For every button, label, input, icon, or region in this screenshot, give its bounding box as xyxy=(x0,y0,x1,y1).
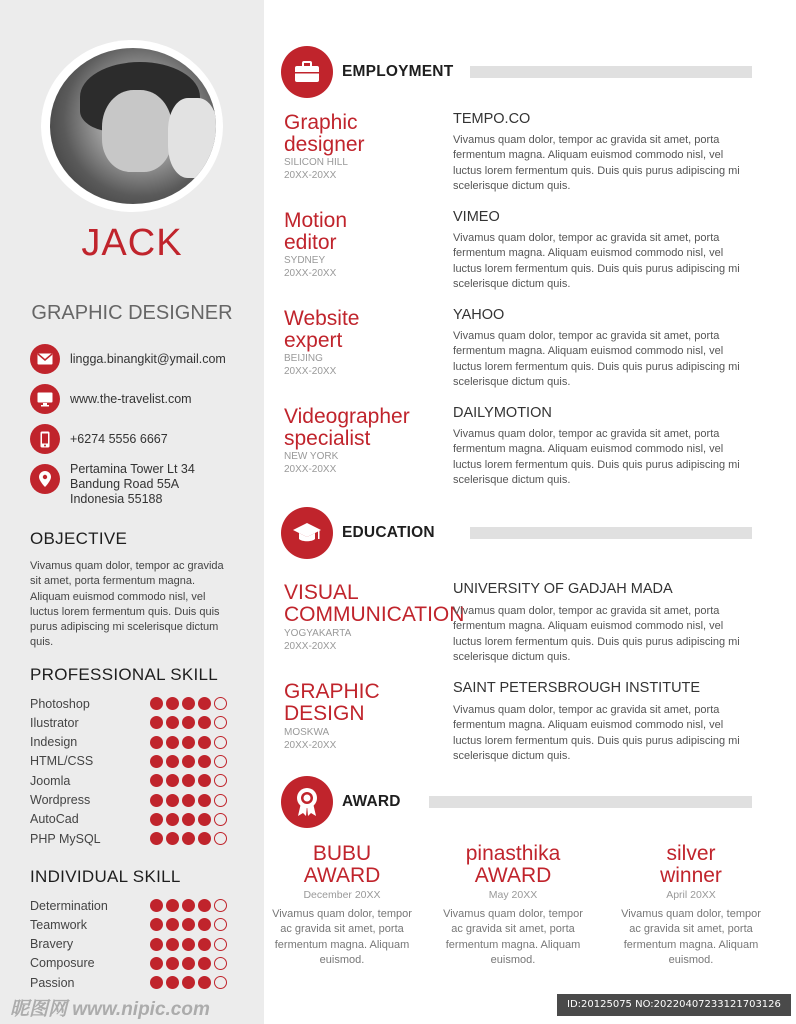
monitor-icon xyxy=(30,384,60,414)
rating-dot-filled xyxy=(150,957,163,970)
skill-label: Wordpress xyxy=(30,793,91,807)
rating-dot-filled xyxy=(150,832,163,845)
rating-dot-filled xyxy=(166,794,179,807)
rating-dot-filled xyxy=(198,755,211,768)
job-description: Vivamus quam dolor, tempor ac gravida sit amet, porta fermentum magna. Aliquam euismod commodo nisl, vel luctus lorem fermentum quis. Duis quis purus adipiscing mi scelerisque dictum quis. xyxy=(453,232,740,290)
skill-rating xyxy=(150,957,227,970)
skill-rating xyxy=(150,794,227,807)
rating-dot-filled xyxy=(150,813,163,826)
award-item xyxy=(621,843,761,968)
professional-skill-heading: PROFESSIONAL SKILL xyxy=(30,665,219,684)
rating-dot-filled xyxy=(198,938,211,951)
address-line: Bandung Road 55A xyxy=(70,477,180,491)
rating-dot-filled xyxy=(182,736,195,749)
rating-dot-filled xyxy=(198,736,211,749)
rating-dot-empty xyxy=(214,813,227,826)
company-name: DAILYMOTION xyxy=(453,405,552,421)
rating-dot-empty xyxy=(214,938,227,951)
rating-dot-filled xyxy=(166,832,179,845)
skill-rating xyxy=(150,774,227,787)
skill-label: Passion xyxy=(30,975,75,990)
skill-row xyxy=(30,713,245,732)
award-date: April 20XX xyxy=(666,889,716,901)
rating-dot-filled xyxy=(182,774,195,787)
skill-row xyxy=(30,829,245,848)
skill-label: Bravery xyxy=(30,937,74,952)
contact-address-text xyxy=(70,462,195,507)
company-name: TEMPO.CO xyxy=(453,111,531,127)
skill-label: Ilustrator xyxy=(30,715,79,730)
contact-website-text: www.the-travelist.com xyxy=(70,391,192,406)
job-description: Vivamus quam dolor, tempor ac gravida sit amet, porta fermentum magna. Aliquam euismod commodo nisl, vel luctus lorem fermentum quis. Duis quis purus adipiscing mi scelerisque dictum quis. xyxy=(453,134,740,192)
section-divider xyxy=(429,796,752,808)
briefcase-icon xyxy=(281,46,333,98)
skill-row xyxy=(30,771,245,790)
rating-dot-filled xyxy=(166,976,179,989)
address-line: Pertamina Tower Lt 34 xyxy=(70,462,195,476)
rating-dot-filled xyxy=(150,736,163,749)
job-meta: BEIJING 20XX-20XX xyxy=(284,353,337,377)
skill-rating xyxy=(150,716,227,729)
job-meta: NEW YORK 20XX-20XX xyxy=(284,451,339,475)
job-description: Vivamus quam dolor, tempor ac gravida sit amet, porta fermentum magna. Aliquam euismod commodo nisl, vel luctus lorem fermentum quis. Duis quis purus adipiscing mi scelerisque dictum quis. xyxy=(453,428,740,486)
rating-dot-filled xyxy=(166,899,179,912)
phone-icon xyxy=(30,424,60,454)
rating-dot-filled xyxy=(198,976,211,989)
rating-dot-filled xyxy=(166,957,179,970)
skill-rating xyxy=(150,938,227,951)
job-meta: SYDNEY 20XX-20XX xyxy=(284,255,337,279)
school-name: UNIVERSITY OF GADJAH MADA xyxy=(453,581,673,597)
job-title: Motion editor xyxy=(284,209,348,254)
education-title: VISUAL COMMUNICATION xyxy=(284,581,465,626)
rating-dot-filled xyxy=(166,697,179,710)
email-icon xyxy=(30,344,60,374)
rating-dot-empty xyxy=(214,736,227,749)
skill-row xyxy=(30,896,245,915)
rating-dot-empty xyxy=(214,755,227,768)
rating-dot-filled xyxy=(182,755,195,768)
rating-dot-empty xyxy=(214,716,227,729)
employment-heading: EMPLOYMENT xyxy=(342,63,454,80)
rating-dot-filled xyxy=(198,918,211,931)
contact-email-text: lingga.binangkit@ymail.com xyxy=(70,351,226,366)
rating-dot-filled xyxy=(166,716,179,729)
skill-rating xyxy=(150,976,227,989)
education-title: GRAPHIC DESIGN xyxy=(284,680,380,725)
school-name: SAINT PETERSBROUGH INSTITUTE xyxy=(453,680,701,696)
award-description: Vivamus quam dolor, tempor ac gravida sit amet, porta fermentum magna. Aliquam euismod. xyxy=(621,908,761,966)
skill-row xyxy=(30,935,245,954)
rating-dot-filled xyxy=(166,774,179,787)
rating-dot-filled xyxy=(150,716,163,729)
award-item xyxy=(272,843,412,968)
rating-dot-filled xyxy=(182,832,195,845)
skill-row xyxy=(30,954,245,973)
rating-dot-filled xyxy=(198,716,211,729)
rating-dot-filled xyxy=(150,774,163,787)
skill-label: AutoCad xyxy=(30,812,79,827)
profile-name: JACK xyxy=(81,222,183,264)
job-description: Vivamus quam dolor, tempor ac gravida sit amet, porta fermentum magna. Aliquam euismod commodo nisl, vel luctus lorem fermentum quis. Duis quis purus adipiscing mi scelerisque dictum quis. xyxy=(453,330,740,388)
rating-dot-filled xyxy=(166,755,179,768)
skill-rating xyxy=(150,736,227,749)
skill-row xyxy=(30,915,245,934)
education-meta: YOGYAKARTA 20XX-20XX xyxy=(284,628,352,652)
rating-dot-filled xyxy=(182,899,195,912)
contact-website[interactable] xyxy=(30,384,192,414)
rating-dot-filled xyxy=(166,918,179,931)
contact-address xyxy=(30,462,195,507)
rating-dot-filled xyxy=(166,813,179,826)
skill-rating xyxy=(150,918,227,931)
skill-label: HTML/CSS xyxy=(30,754,94,769)
rating-dot-filled xyxy=(198,774,211,787)
rating-dot-filled xyxy=(150,976,163,989)
skill-row xyxy=(30,791,245,810)
skill-label: PHP MySQL xyxy=(30,831,101,846)
section-divider xyxy=(470,527,752,539)
rating-dot-empty xyxy=(214,918,227,931)
graduation-cap-icon xyxy=(281,507,333,559)
award-title: silver winner xyxy=(660,842,722,887)
contact-email[interactable] xyxy=(30,344,226,374)
address-line: Indonesia 55188 xyxy=(70,492,163,506)
education-meta: MOSKWA 20XX-20XX xyxy=(284,727,337,751)
job-title: Website expert xyxy=(284,307,360,352)
avatar xyxy=(50,48,216,204)
skill-row xyxy=(30,733,245,752)
skill-rating xyxy=(150,899,227,912)
skill-label: Teamwork xyxy=(30,917,87,932)
award-ribbon-icon xyxy=(281,776,333,828)
rating-dot-empty xyxy=(214,957,227,970)
rating-dot-filled xyxy=(150,938,163,951)
rating-dot-filled xyxy=(150,794,163,807)
rating-dot-empty xyxy=(214,832,227,845)
contact-phone[interactable] xyxy=(30,424,168,454)
watermark: 昵图网 www.nipic.com xyxy=(10,999,210,1020)
skill-label: Joomla xyxy=(30,773,71,788)
award-date: December 20XX xyxy=(303,889,381,901)
rating-dot-empty xyxy=(214,976,227,989)
company-name: VIMEO xyxy=(453,209,500,225)
rating-dot-filled xyxy=(198,794,211,807)
individual-skill-heading: INDIVIDUAL SKILL xyxy=(30,867,181,886)
job-title: Videographer specialist xyxy=(284,405,410,450)
rating-dot-filled xyxy=(182,918,195,931)
job-meta: SILICON HILL 20XX-20XX xyxy=(284,157,348,181)
rating-dot-filled xyxy=(198,957,211,970)
map-pin-icon xyxy=(30,464,60,494)
job-title: Graphic designer xyxy=(284,111,365,156)
skill-rating xyxy=(150,755,227,768)
skill-rating xyxy=(150,832,227,845)
education-description: Vivamus quam dolor, tempor ac gravida sit amet, porta fermentum magna. Aliquam euismod commodo nisl, vel luctus lorem fermentum quis. Duis quis purus adipiscing mi scelerisque dictum quis. xyxy=(453,704,740,762)
image-id-strip: ID:20125075 NO:20220407233121703126 xyxy=(557,994,791,1016)
skill-label: Indesign xyxy=(30,735,78,750)
rating-dot-filled xyxy=(198,899,211,912)
rating-dot-empty xyxy=(214,794,227,807)
rating-dot-empty xyxy=(214,697,227,710)
rating-dot-filled xyxy=(150,755,163,768)
rating-dot-filled xyxy=(150,697,163,710)
award-description: Vivamus quam dolor, tempor ac gravida sit amet, porta fermentum magna. Aliquam euismod. xyxy=(272,908,412,966)
skill-row xyxy=(30,694,245,713)
rating-dot-filled xyxy=(182,716,195,729)
skill-rating xyxy=(150,697,227,710)
award-item xyxy=(443,843,583,968)
skill-row xyxy=(30,810,245,829)
rating-dot-empty xyxy=(214,774,227,787)
rating-dot-filled xyxy=(150,918,163,931)
award-description: Vivamus quam dolor, tempor ac gravida sit amet, porta fermentum magna. Aliquam euismod. xyxy=(443,908,583,966)
objective-heading: OBJECTIVE xyxy=(30,529,128,548)
rating-dot-filled xyxy=(182,697,195,710)
rating-dot-filled xyxy=(182,957,195,970)
rating-dot-filled xyxy=(182,938,195,951)
award-heading: AWARD xyxy=(342,793,401,810)
rating-dot-filled xyxy=(182,794,195,807)
skill-label: Composure xyxy=(30,956,95,971)
skill-rating xyxy=(150,813,227,826)
company-name: YAHOO xyxy=(453,307,505,323)
education-description: Vivamus quam dolor, tempor ac gravida sit amet, porta fermentum magna. Aliquam euismod commodo nisl, vel luctus lorem fermentum quis. Duis quis purus adipiscing mi scelerisque dictum quis. xyxy=(453,605,740,663)
rating-dot-filled xyxy=(198,697,211,710)
rating-dot-filled xyxy=(166,938,179,951)
objective-text: Vivamus quam dolor, tempor ac gravida sit amet, porta fermentum magna. Aliquam euismod commodo nisl, vel luctus lorem fermentum quis. Duis quis purus adipiscing mi scelerisque dictum quis. xyxy=(30,560,224,649)
award-title: BUBU AWARD xyxy=(303,842,381,887)
rating-dot-filled xyxy=(182,976,195,989)
rating-dot-filled xyxy=(182,813,195,826)
rating-dot-filled xyxy=(198,832,211,845)
skill-label: Photoshop xyxy=(30,696,90,711)
skill-row xyxy=(30,973,245,992)
rating-dot-filled xyxy=(150,899,163,912)
education-heading: EDUCATION xyxy=(342,524,435,541)
rating-dot-empty xyxy=(214,899,227,912)
award-date: May 20XX xyxy=(488,889,538,901)
skill-label: Determination xyxy=(30,898,108,913)
contact-phone-text: +6274 5556 6667 xyxy=(70,431,168,446)
rating-dot-filled xyxy=(198,813,211,826)
section-divider xyxy=(470,66,752,78)
profile-role: GRAPHIC DESIGNER xyxy=(31,302,233,324)
skill-row xyxy=(30,752,245,771)
rating-dot-filled xyxy=(166,736,179,749)
award-title: pinasthika AWARD xyxy=(465,842,561,887)
